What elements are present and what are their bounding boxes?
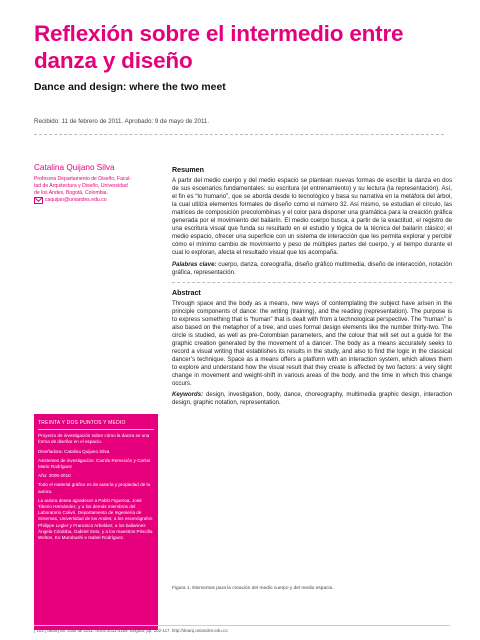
resumen-body: A partir del medio cuerpo y del medio espacio se plantean nuevas formas de escribir la danza en dos de sus escenarios fundamentales: su escritura (el entrenamiento) y su lectura (la representación). Así, el fin es “lo humano”, que se aborda desde lo tecnológico y basa su narrativa en la metáfora del árbol, la cual utiliza elementos formales de diseño como el número 32. Así mismo, se estudian el círculo, las matrices de composición precolombinas y el color para disponer una gramática para la creación gráfica generada por el movimiento del bailarín. El medio cuerpo busca, a partir de la exactitud, el registro de una escritura visual que funda su resultado en el estudio y lógica de la técnica del bailarín clásico; el medio espacio, ofrecer una superficie con un sistema de interacción que les permita explorar y percibir cómo el mínimo cambio de movimiento y peso de múltiples partes del cuerpo, y el tiempo durante el cual lo exploran, afecta el resultado visual que los acompaña. [172, 177, 452, 257]
author-info [34, 163, 156, 204]
received-approved-dates: Recibido: 11 de febrero de 2011. Aprobado: 9 de mayo de 2011. [34, 118, 210, 125]
palabras-clave-list: cuerpo, danza, coreografía, diseño gráfico multimedia, diseño de interacción, notación gráfica, representación. [172, 260, 452, 276]
author-email[interactable]: caquijan@uniandes.edu.co [45, 197, 107, 203]
project-box-title: TREINTA Y DOS PUNTOS Y MEDIO [38, 420, 126, 426]
project-box-line: Todo el material gráfico es de autoría y propiedad de la autora. [38, 482, 151, 494]
article-title: Reflexión sobre el intermedio entre danza y diseño [34, 21, 404, 73]
keywords-label: Keywords: [172, 391, 204, 399]
project-box-line: Diseñadora: Catalina Quijano Silva [38, 448, 110, 454]
palabras-clave-label: Palabras clave: [172, 260, 217, 268]
project-box-line: La autora desea agradecer a Pablo Figueroa, José Tiberio Hernández, y a los demás miembros del Laboratorio Colivri, Departamento de Ingeniería de Sistemas, Universidad de los Andes; a los escenógrafos Philippe Legler y Francisco Arbeláez; a los bailarines Ángela Córdoba, Gabriel Soto, y a los maestros Priscilla Welton, Ko Murobushi e Isabel Rodríguez. [38, 497, 153, 541]
figure-caption: Figura 1. Elementos para la creación del medio cuerpo y del medio espacio. [172, 586, 334, 591]
abstract-heading: Abstract [172, 288, 201, 297]
section-divider [172, 282, 452, 283]
main-text-column [172, 166, 452, 407]
article-subtitle: Dance and design: where the two meet [34, 82, 226, 93]
project-box-line: Año: 2009-2010 [38, 473, 71, 479]
author-affiliation-line: tad de Arquitectura y Diseño, Universidad [34, 183, 128, 189]
keywords-list: design, investigation, body, dance, choreography, multimedia graphic design, interaction design, graphic notation, representation. [172, 391, 452, 407]
project-box-line: Proyecto de investigación sobre cómo la danza se una forma de diseñar en el espacio. [38, 433, 150, 445]
abstract-body: Through space and the body as a means, new ways of contemplating the subject have arisen in the principle components of dance: the writing (training), and the reading (representation). The purpose is to express something that is “human” that is dealt with from a technological perspective. The “human” is also based on the metaphor of a tree, and uses formal design elements like the number thirty-two. The circle is studied, as well as pre-Colombian parameters, and the colour that will set out a guide for the graphic creation generated by the movement of a dancer. The body as a means accurately seeks to record a visual writing that establishes its results in the study, and also to find the logic in the classical dancer’s technique. Space as a means offers a platform with an interaction system, which allows them to explore and understand how the visual result that they create is affected by two factors: a very slight change in movement and weight-shift in various areas of the body, and the time in which this change occurs. [172, 299, 452, 388]
palabras-clave [172, 261, 452, 277]
author-affiliation-line: de los Andes, Bogotá, Colombia. [34, 190, 108, 196]
footer-divider [34, 625, 450, 626]
author-affiliation-line: Profesora Departamento de Diseño, Facul- [34, 176, 132, 182]
box-divider [38, 429, 154, 430]
project-info-box [34, 414, 158, 630]
header-divider [34, 134, 444, 135]
resumen-heading: Resumen [172, 166, 204, 174]
keywords [172, 391, 452, 407]
project-box-line: Asistentes de investigación: Camilo Remeción y Carlos Mario Rodríguez [38, 457, 151, 470]
envelope-icon [34, 197, 43, 204]
page-footer: [ 102 ] dearq 08. Julio de 2011. ISSN 2011-3188. Bogotá, pp. 102-117. http://dearq.uniandes.edu.co [34, 628, 228, 633]
author-name: Catalina Quijano Silva [34, 163, 115, 172]
author-email-row[interactable] [34, 197, 156, 204]
